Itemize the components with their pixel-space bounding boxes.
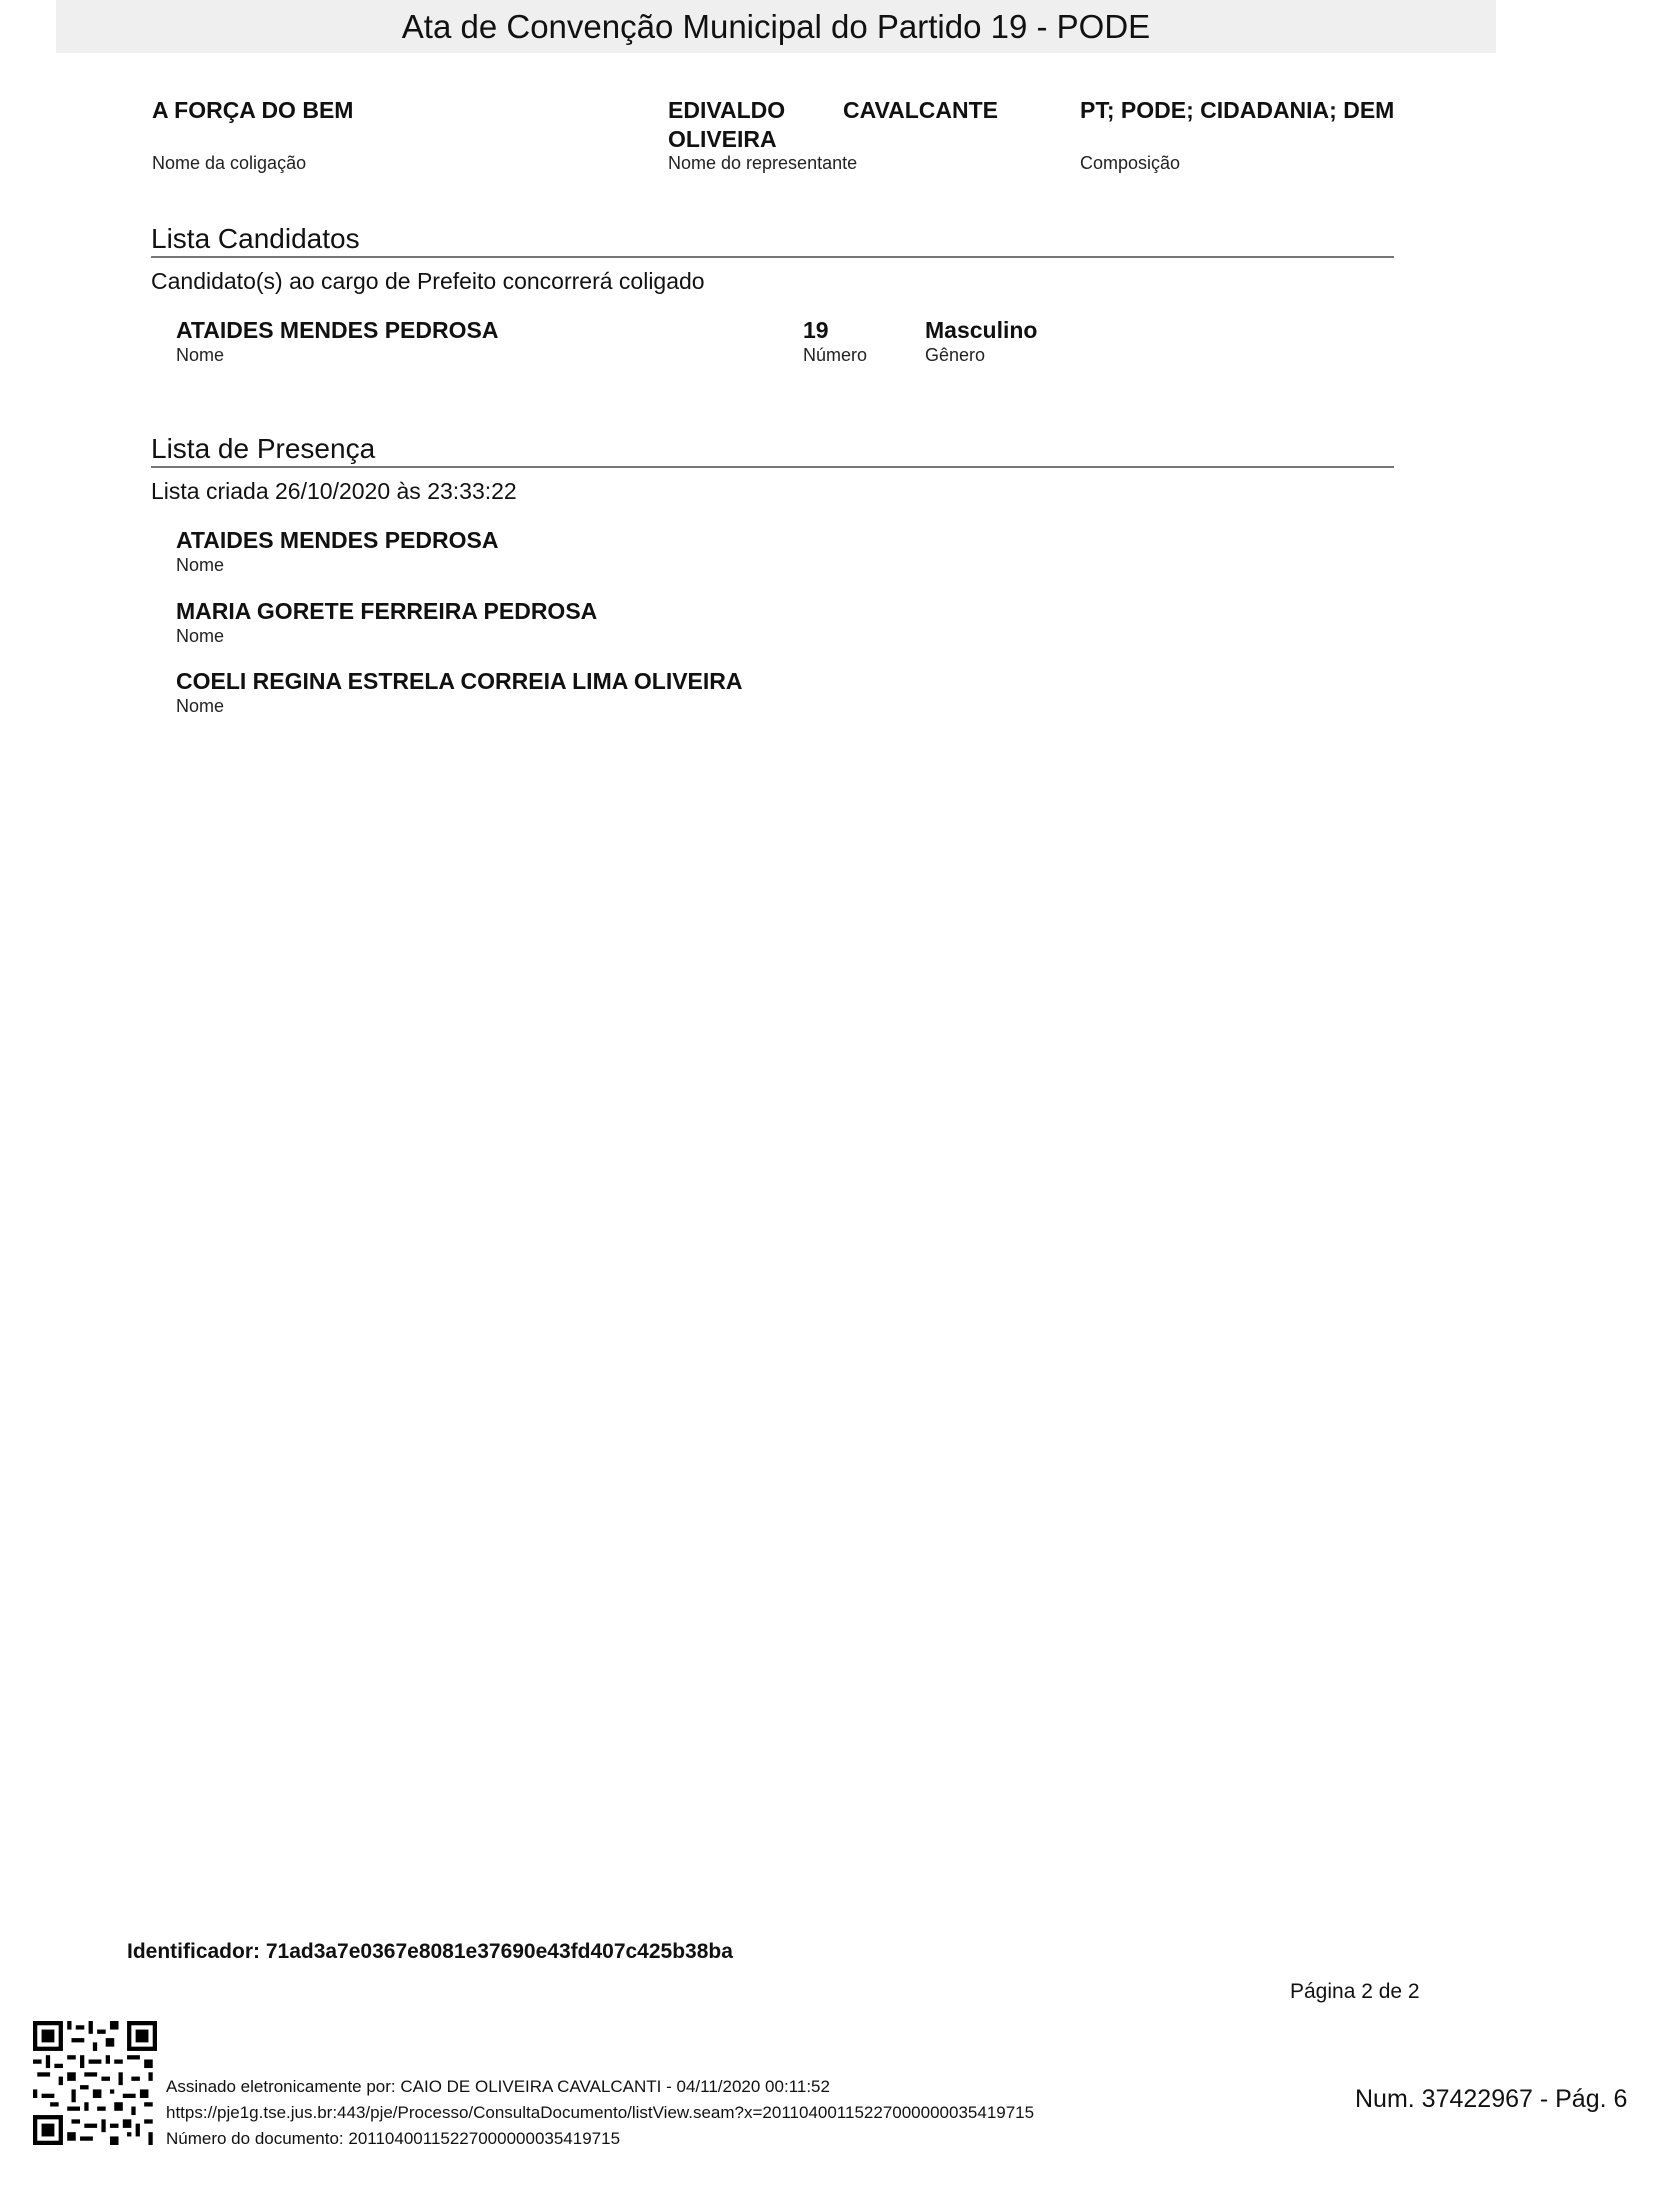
document-number: Número do documento: 20110400115227000000035419715 [166,2129,621,2148]
attendee-name: ATAIDES MENDES PEDROSA [176,527,499,553]
attendee-label: Nome [176,626,225,646]
representative-name [668,96,998,154]
representative-first: EDIVALDO [668,97,786,123]
candidates-section-title: Lista Candidatos [151,223,360,254]
candidates-subtitle: Candidato(s) ao cargo de Prefeito concorrerá coligado [151,268,705,294]
page-indicator: Página 2 de 2 [1290,1980,1420,2003]
composition-label: Composição [1080,153,1181,173]
signed-by: Assinado eletronicamente por: CAIO DE OLIVEIRA CAVALCANTI - 04/11/2020 00:11:52 [166,2077,830,2096]
attendee-name: COELI REGINA ESTRELA CORREIA LIMA OLIVEIRA [176,668,743,694]
document-identifier: Identificador: 71ad3a7e0367e8081e37690e43fd407c425b38ba [127,1940,733,1963]
composition-value: PT; PODE; CIDADANIA; DEM [1080,97,1395,123]
document-header [56,0,1496,53]
candidate-name-label: Nome [176,345,225,365]
candidates-divider [151,256,1394,258]
candidate-number-label: Número [803,345,868,365]
attendee-name: MARIA GORETE FERREIRA PEDROSA [176,598,598,624]
attendance-section-title: Lista de Presença [151,433,376,464]
candidate-gender-label: Gênero [925,345,986,365]
attendance-divider [151,466,1394,468]
num-page: Num. 37422967 - Pág. 6 [1355,2085,1628,2113]
attendance-created: Lista criada 26/10/2020 às 23:33:22 [151,478,517,504]
attendee-label: Nome [176,555,225,575]
coalition-name-label: Nome da coligação [152,153,307,173]
candidate-gender: Masculino [925,317,1038,343]
candidate-number: 19 [803,317,829,343]
qr-code-icon [33,2021,157,2145]
candidate-name: ATAIDES MENDES PEDROSA [176,317,499,343]
representative-label: Nome do representante [668,153,858,173]
document-url[interactable]: https://pje1g.tse.jus.br:443/pje/Processo/ConsultaDocumento/listView.seam?x=20110400115227000000035419715 [166,2103,1035,2122]
coalition-name: A FORÇA DO BEM [152,97,354,123]
attendee-label: Nome [176,696,225,716]
document-title: Ata de Convenção Municipal do Partido 19 - PODE [401,7,1151,45]
representative-second: CAVALCANTE [842,97,998,123]
representative-third: OLIVEIRA [668,126,777,152]
signature-block [166,2074,1034,2152]
